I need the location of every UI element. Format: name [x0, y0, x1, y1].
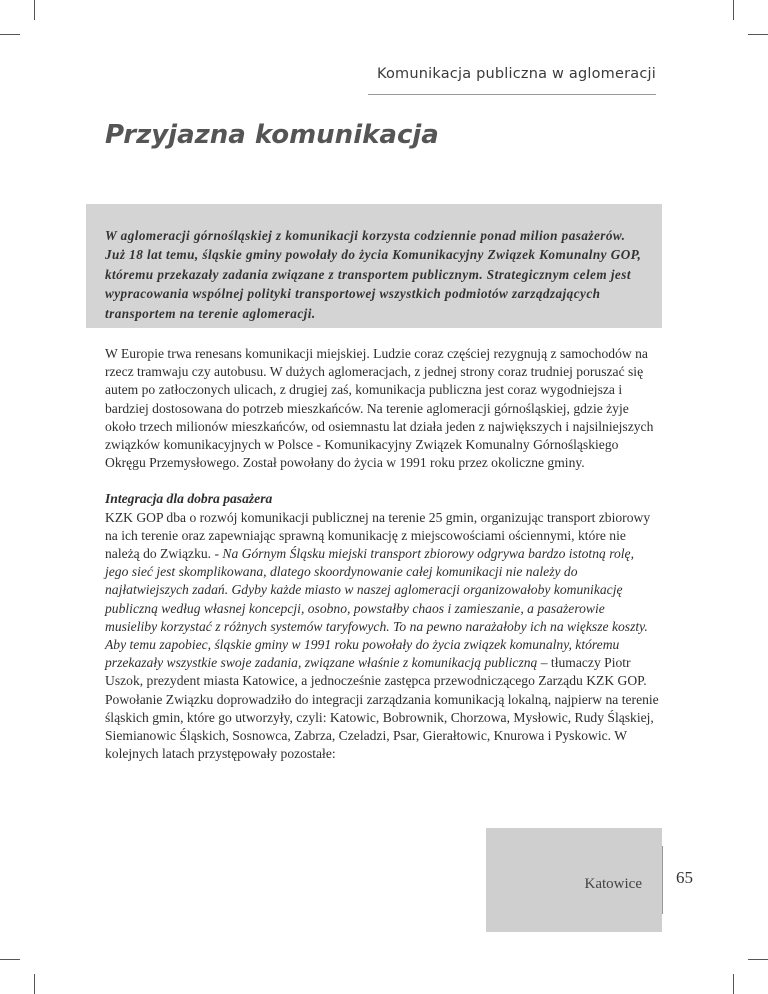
subheading: Integracja dla dobra pasażera — [105, 491, 273, 507]
paragraph-integration — [105, 490, 660, 690]
paragraph-intro: W Europie trwa renesans komunikacji miejskiej. Ludzie coraz częściej rezygnują z samochodów na rzecz tramwaju czy autobusu. W dużych aglomeracjach, z jednej strony coraz trudniej poruszać się autem po zatłoczonych ulicach, z drugiej zaś, komunikacja publiczna jest coraz wygodniejsza i bardziej dostosowana do potrzeb mieszkańców. Na terenie aglomeracji górnośląskiej, gdzie żyje około trzech milionów mieszkańców, od osiemnastu lat działa jeden z największych i najsilniejszych związków komunikacyjnych w Polsce - Komunikacyjny Związek Komunalny Górnośląskiego Okręgu Przemysłowego. Został powołany do życia w 1991 roku przez okoliczne gminy. — [105, 346, 654, 471]
paragraph-integration-end: – tłumaczy Piotr Uszok, prezydent miasta Katowice, a jednocześnie zastępca przewodniczącego Zarządu KZK GOP. — [105, 655, 647, 689]
section-header: Komunikacja publiczna w aglomeracji — [376, 66, 656, 82]
footer-city: Katowice — [584, 876, 642, 892]
crop-mark — [34, 0, 35, 20]
page-title: Przyjazna komunikacja — [105, 120, 439, 150]
article-body — [105, 345, 660, 763]
crop-mark — [34, 974, 35, 994]
crop-mark — [733, 0, 734, 20]
crop-mark — [748, 959, 768, 960]
footer-box — [486, 828, 662, 932]
crop-mark — [0, 34, 20, 35]
lead-box — [86, 204, 662, 328]
header-divider — [368, 94, 656, 95]
quote-text: Na Górnym Śląsku miejski transport zbiorowy odgrywa bardzo istotną rolę, jego sieć jest skomplikowana, dlatego skoordynowanie całej komunikacji nie należy do najłatwiejszych zadań. Gdyby każde miasto w naszej aglomeracji organizowałoby komunikację publiczną według własnej koncepcji, osobno, powstałby chaos i zamieszanie, a pasażerowie musieliby korzystać z różnych systemów taryfowych. To na pewno narażałoby ich na większe koszty. Aby temu zapobiec, śląskie gminy w 1991 roku powołały do życia związek komunalny, któremu przekazały wszystkie swoje zadania, związane właśnie z komunikacją publiczną — [105, 546, 648, 671]
page-number: 65 — [676, 868, 693, 887]
paragraph-members: Powołanie Związku doprowadziło do integracji zarządzania komunikacją lokalną, najpierw na terenie śląskich gmin, które go utworzyły, czyli: Katowic, Bobrownik, Chorzowa, Mysłowic, Rudy Śląskiej, Siemianowic Śląskich, Sosnowca, Zabrza, Czeladzi, Psar, Gierałtowic, Knurowa i Pyskowic. W kolejnych latach przystępowały pozostałe: — [105, 691, 659, 762]
crop-mark — [748, 34, 768, 35]
crop-mark — [0, 959, 20, 960]
lead-text: W aglomeracji górnośląskiej z komunikacji korzysta codziennie ponad milion pasażerów. Już 18 lat temu, śląskie gminy powołały do życia Komunikacyjny Związek Komunalny GOP, któremu przekazały zadania związane z transportem publicznym. Strategicznym celem jest wypracowania wspólnej polityki transportowej wszystkich podmiotów zarządzających transportem na terenie aglomeracji. — [105, 228, 642, 321]
footer-divider — [662, 846, 663, 914]
crop-mark — [733, 974, 734, 994]
paragraph-integration-start: KZK GOP dba o rozwój komunikacji publicznej na terenie 25 gmin, organizując transport zbiorowy na ich terenie oraz zapewniając sprawną komunikację z miejscowościami ościennymi, które nie należą do Związku. - — [105, 509, 651, 562]
